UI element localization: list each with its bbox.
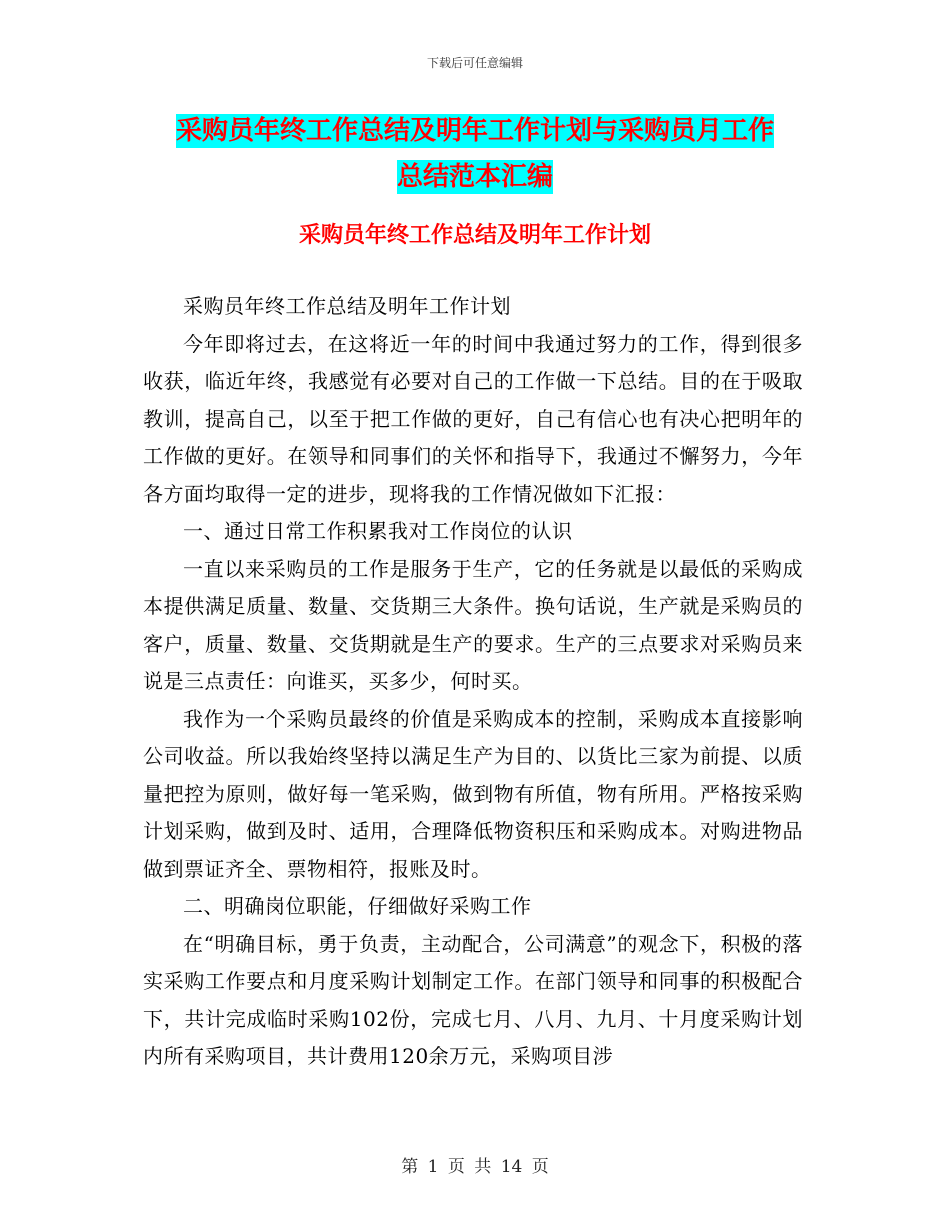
paragraph: 我作为一个采购员最终的价值是采购成本的控制，采购成本直接影响公司收益。所以我始终坚持以满足生产为目的、以货比三家为前提、以质量把控为原则，做好每一笔采购，做到物有所值，物有所用。严格按采购计划采购，做到及时、适用，合理降低物资积压和采购成本。对购进物品做到票证齐全、票物相符，报账及时。 — [143, 706, 803, 881]
paragraph: 今年即将过去，在这将近一年的时间中我通过努力的工作，得到很多收获，临近年终，我感觉有必要对自己的工作做一下总结。目的在于吸取教训，提高自己，以至于把工作做的更好，自己有信心也有决心把明年的工作做的更好。在领导和同事们的关怀和指导下，我通过不懈努力，今年各方面均取得一定的进步，现将我的工作情况做如下汇报： — [143, 331, 803, 506]
paragraph: 在“明确目标，勇于负责，主动配合，公司满意”的观念下，积极的落实采购工作要点和月度采购计划制定工作。在部门领导和同事的积极配合下，共计完成临时采购102份，完成七月、八月、九月、十月度采购计划内所有采购项目，共计费用120余万元，采购项目涉 — [143, 931, 803, 1068]
paragraph: 二、明确岗位职能，仔细做好采购工作 — [183, 894, 532, 918]
page-footer: 第 1 页 共 14 页 — [401, 1157, 549, 1177]
document-body — [143, 288, 803, 1076]
paragraph: 采购员年终工作总结及明年工作计划 — [183, 294, 511, 318]
paragraph: 一、通过日常工作积累我对工作岗位的认识 — [183, 519, 573, 543]
title-line-2: 总结范本汇编 — [396, 162, 553, 192]
title-line-1: 采购员年终工作总结及明年工作计划与采购员月工作 — [175, 116, 774, 146]
paragraph: 一直以来采购员的工作是服务于生产，它的任务就是以最低的采购成本提供满足质量、数量、交货期三大条件。换句话说，生产就是采购员的客户，质量、数量、交货期就是生产的要求。生产的三点要求对采购员来说是三点责任：向谁买，买多少，何时买。 — [143, 556, 803, 693]
document-title — [0, 108, 950, 200]
section-title: 采购员年终工作总结及明年工作计划 — [298, 223, 651, 248]
header-note: 下载后可任意编辑 — [426, 56, 523, 70]
